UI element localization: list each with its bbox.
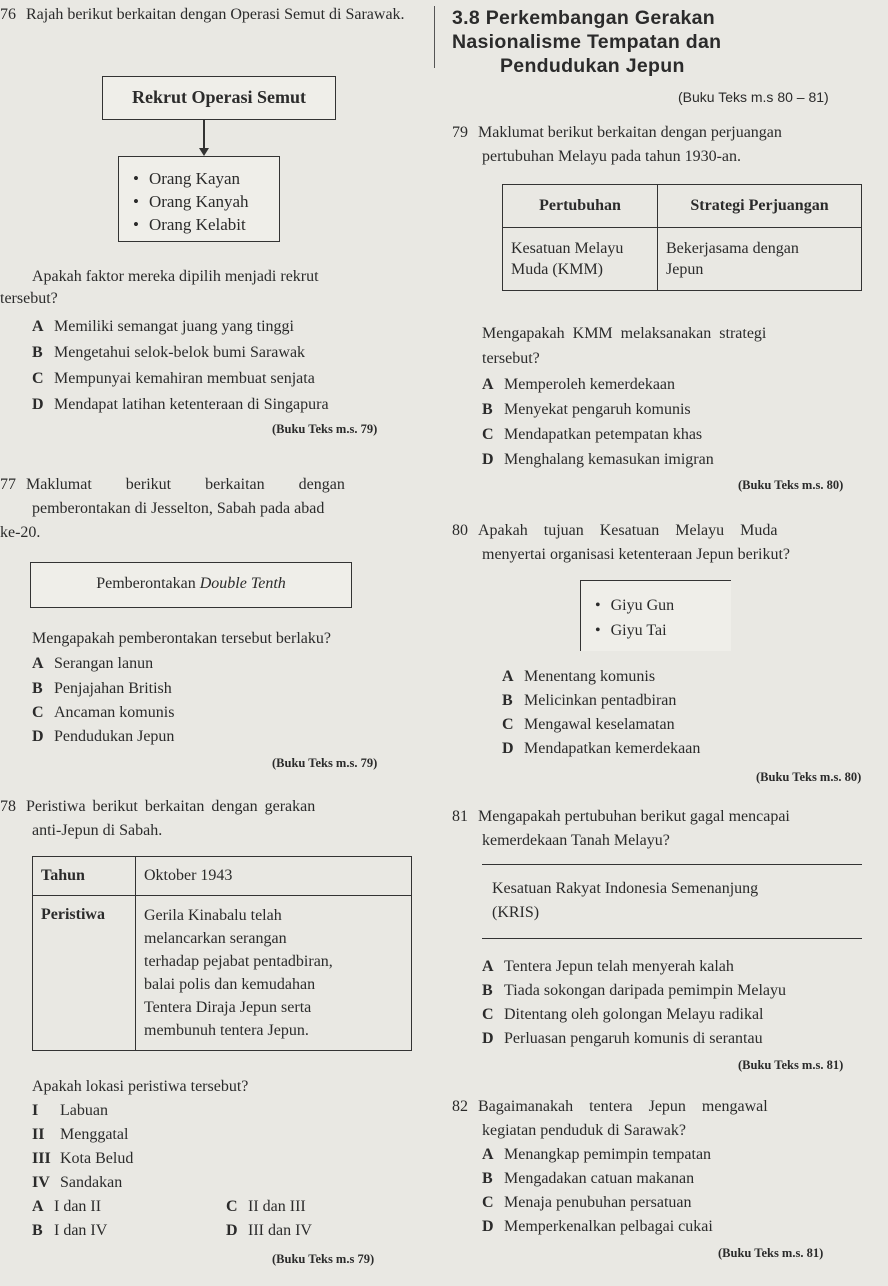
option-a[interactable]: [32, 318, 294, 336]
arrow-line: [203, 120, 205, 150]
question-stem-text: menyertai organisasi ketenteraan Jepun berikut?: [482, 546, 791, 563]
textbook-reference: (Buku Teks m.s. 80): [756, 770, 862, 784]
option-c[interactable]: [32, 370, 315, 388]
table-cell: Oktober 1943: [136, 857, 412, 896]
option-text: Memiliki semangat juang yang tinggi: [54, 318, 294, 335]
question-stem-text: Mengapakah pertubuhan berikut gagal mencapai: [478, 808, 790, 825]
question-number: 78: [0, 798, 16, 815]
option-c[interactable]: C II dan III: [226, 1198, 306, 1215]
question-text: tersebut?: [0, 290, 58, 307]
option-d[interactable]: D III dan IV: [226, 1222, 312, 1239]
textbook-reference: (Buku Teks m.s. 79): [272, 422, 378, 436]
question-80-stem-line1: [452, 522, 777, 540]
rekrut-list-box: [118, 156, 280, 242]
question-stem-text: Apakah tujuan Kesatuan Melayu Muda: [478, 522, 778, 539]
option-b[interactable]: B Mengadakan catuan makanan: [482, 1170, 695, 1187]
table-header: Strategi Perjuangan: [658, 185, 862, 228]
option-key: C: [32, 370, 44, 387]
box-text: Pemberontakan Double Tenth: [96, 575, 286, 592]
option-b[interactable]: [32, 344, 305, 362]
question-number: 81: [452, 808, 468, 825]
question-stem-text: Maklumat berikut berkaitan dengan perjuangan: [478, 124, 782, 141]
question-stem-text: Bagaimanakah tentera Jepun mengawal: [478, 1098, 768, 1115]
question-text: Mengapakah KMM melaksanakan strategi: [482, 325, 767, 342]
question-stem-text: ke-20.: [0, 524, 41, 541]
left-column: [0, 0, 430, 1286]
box-title: Rekrut Operasi Semut: [132, 87, 306, 107]
column-divider: [434, 6, 435, 68]
option-d[interactable]: D Menghalang kemasukan imigran: [482, 451, 714, 468]
option-text: Mengetahui selok-belok bumi Sarawak: [54, 344, 306, 361]
question-78-stem-line1: [0, 798, 425, 816]
question-stem-text: Peristiwa berikut berkaitan dengan gerakan: [26, 798, 316, 815]
question-text: tersebut?: [482, 350, 540, 367]
question-76-stem: [0, 6, 425, 24]
question-81-stem-line1: [452, 808, 790, 826]
list-item: • Giyu Gun: [595, 593, 674, 618]
option-c[interactable]: C Ditentang oleh golongan Melayu radikal: [482, 1006, 764, 1023]
question-stem-text: kegiatan penduduk di Sarawak?: [482, 1122, 686, 1139]
right-column: [440, 0, 888, 1286]
question-stem-text: Maklumat berikut berkaitan dengan: [26, 476, 345, 493]
option-a[interactable]: A Serangan lanun: [32, 655, 154, 672]
question-stem-text: pemberontakan di Jesselton, Sabah pada abad: [32, 500, 325, 517]
option-a[interactable]: A Menentang komunis: [502, 668, 656, 685]
option-a[interactable]: A Menangkap pemimpin tempatan: [482, 1146, 712, 1163]
option-text: Mempunyai kemahiran membuat senjata: [54, 370, 315, 387]
option-key: A: [32, 318, 44, 335]
kris-text: Kesatuan Rakyat Indonesia Semenanjung: [492, 880, 759, 897]
textbook-reference: (Buku Teks m.s. 80): [738, 478, 844, 492]
divider-top: [482, 864, 862, 865]
option-key: B: [32, 344, 43, 361]
option-b[interactable]: B Menyekat pengaruh komunis: [482, 401, 691, 418]
question-number: 80: [452, 522, 468, 539]
option-c[interactable]: C Menaja penubuhan persatuan: [482, 1194, 692, 1211]
question-text: Mengapakah pemberontakan tersebut berlaku?: [32, 630, 331, 647]
option-d[interactable]: D Pendudukan Jepun: [32, 728, 175, 745]
table-header: Tahun: [33, 857, 136, 896]
option-b[interactable]: B Tiada sokongan daripada pemimpin Melayu: [482, 982, 787, 999]
option-c[interactable]: C Mendapatkan petempatan khas: [482, 426, 703, 443]
giyu-list: [595, 593, 674, 643]
section-title: 3.8 Perkembangan Gerakan Nasionalisme Tempatan dan Pendudukan Jepun: [452, 7, 722, 77]
question-stem-text: pertubuhan Melayu pada tahun 1930-an.: [482, 148, 742, 165]
list-item: • Orang Kelabit: [133, 213, 249, 236]
table-header: Peristiwa: [33, 896, 136, 1051]
textbook-reference: (Buku Teks m.s 79): [272, 1252, 375, 1266]
list-item: • Orang Kanyah: [133, 190, 249, 213]
option-d[interactable]: D Mendapatkan kemerdekaan: [502, 740, 701, 757]
table-row: [503, 228, 862, 291]
option-c[interactable]: C Mengawal keselamatan: [502, 716, 675, 733]
question-79-stem-line1: [452, 124, 782, 142]
question-stem-text: Rajah berikut berkaitan dengan Operasi Semut di Sarawak.: [26, 6, 405, 23]
question-number: 77: [0, 476, 16, 493]
question-stem-text: kemerdekaan Tanah Melayu?: [482, 832, 670, 849]
table-row: [33, 896, 412, 1051]
question-number: 79: [452, 124, 468, 141]
table-row: [503, 185, 862, 228]
giyu-list-box: [580, 580, 731, 651]
arrow-down-icon: [199, 148, 209, 156]
option-a[interactable]: A Memperoleh kemerdekaan: [482, 376, 676, 393]
textbook-reference: (Buku Teks m.s. 81): [718, 1246, 824, 1260]
textbook-reference: (Buku Teks m.s. 79): [272, 756, 378, 770]
statement-iii: III Kota Belud: [32, 1150, 134, 1167]
table-cell: Gerila Kinabalu telah melancarkan serangan terhadap pejabat pentadbiran, balai polis dan kemudahan Tentera Diraja Jepun serta membunuh tentera Jepun.: [136, 896, 412, 1051]
question-number: 82: [452, 1098, 468, 1115]
option-text: Mendapat latihan ketenteraan di Singapura: [54, 396, 329, 413]
option-d[interactable]: D Memperkenalkan pelbagai cukai: [482, 1218, 713, 1235]
divider-bottom: [482, 938, 862, 939]
question-stem-text: anti-Jepun di Sabah.: [32, 822, 163, 839]
option-a[interactable]: A I dan II: [32, 1198, 102, 1215]
option-b[interactable]: B Melicinkan pentadbiran: [502, 692, 677, 709]
textbook-reference: (Buku Teks m.s. 81): [738, 1058, 844, 1072]
question-82-stem-line1: [452, 1098, 768, 1116]
table-cell: Bekerjasama dengan Jepun: [658, 228, 862, 291]
question-number: 76: [0, 6, 16, 23]
question-77-stem-line1: [0, 476, 425, 494]
option-key: D: [32, 396, 44, 413]
peristiwa-table: [32, 856, 412, 1051]
question-text: Apakah faktor mereka dipilih menjadi rekrut: [32, 268, 319, 285]
rekrut-list: [133, 167, 249, 236]
section-reference: (Buku Teks m.s 80 – 81): [678, 89, 829, 105]
statement-i: I Labuan: [32, 1102, 108, 1119]
option-d[interactable]: D Perluasan pengaruh komunis di serantau: [482, 1030, 763, 1047]
option-d[interactable]: [32, 396, 329, 414]
double-tenth-box: [30, 562, 352, 608]
kris-text: (KRIS): [492, 904, 540, 921]
operasi-semut-box: [102, 76, 336, 120]
list-item: • Orang Kayan: [133, 167, 249, 190]
table-row: [33, 857, 412, 896]
statement-iv: IV Sandakan: [32, 1174, 123, 1191]
pertubuhan-table: [502, 184, 862, 291]
table-cell: Kesatuan Melayu Muda (KMM): [503, 228, 658, 291]
table-header: Pertubuhan: [503, 185, 658, 228]
option-c[interactable]: C Ancaman komunis: [32, 704, 175, 721]
question-text: Apakah lokasi peristiwa tersebut?: [32, 1078, 249, 1095]
option-b[interactable]: B I dan IV: [32, 1222, 108, 1239]
option-a[interactable]: A Tentera Jepun telah menyerah kalah: [482, 958, 734, 975]
list-item: • Giyu Tai: [595, 618, 674, 643]
statement-ii: II Menggatal: [32, 1126, 129, 1143]
option-b[interactable]: B Penjajahan British: [32, 680, 172, 697]
